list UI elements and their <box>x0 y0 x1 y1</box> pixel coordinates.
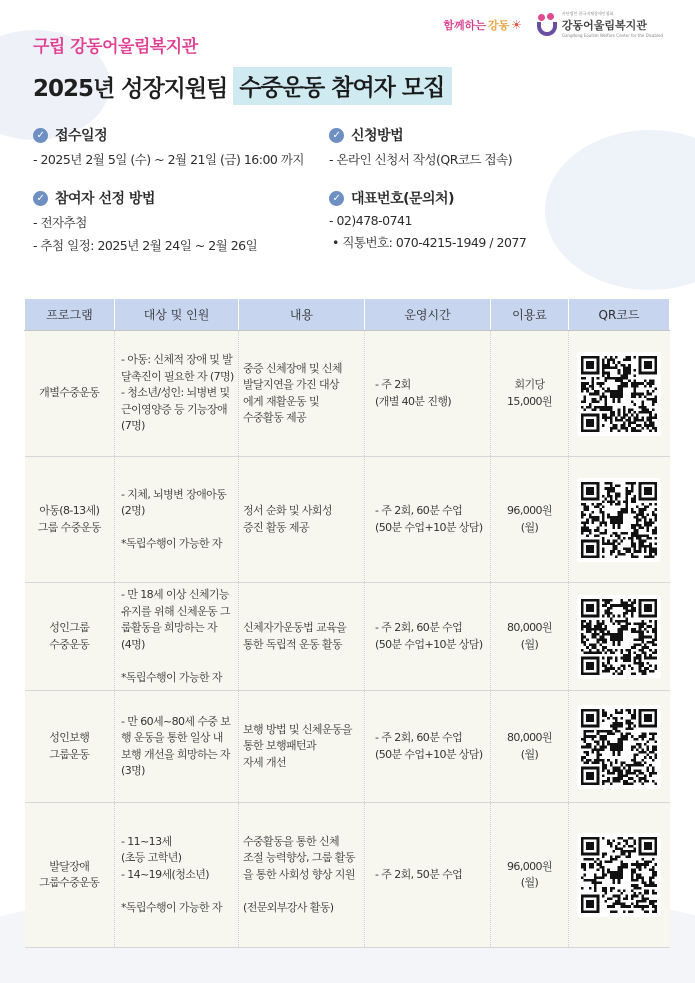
qr-code-icon[interactable] <box>577 595 661 679</box>
column-header: 대상 및 인원 <box>115 299 239 331</box>
check-icon: ✓ <box>329 191 344 206</box>
fee-cell <box>491 331 569 457</box>
program-cell <box>25 331 115 457</box>
selection-heading: 참여자 선정 방법 <box>55 191 155 207</box>
column-header: 이용료 <box>491 299 569 331</box>
program-cell <box>25 583 115 691</box>
table-row <box>25 803 670 948</box>
target-cell-text: - 만 60세~80세 수중 보 행 운동을 통한 일상 내 보행 개선을 희망하는 자 (3명) <box>121 714 231 777</box>
program-cell-text: 성인보행 그룹운동 <box>49 731 90 761</box>
logos <box>443 12 663 38</box>
program-table <box>24 298 670 948</box>
qr-code-icon[interactable] <box>577 352 661 436</box>
check-icon: ✓ <box>33 128 48 143</box>
program-cell-text: 성인그룹 수중운동 <box>49 621 90 651</box>
selection-line: - 추첨 일정: 2025년 2월 24일 ~ 2월 26일 <box>33 238 258 253</box>
center-logo <box>536 12 663 38</box>
content-cell-text: 중증 신체장애 및 신체 발달지연을 가진 대상 에게 재활운동 및 수중활동 제공 <box>243 361 342 424</box>
logo-name: 강동어울림복지관 <box>561 18 647 32</box>
contact-line: - 02)478-0741 <box>329 213 412 228</box>
program-cell-text: 아동(8-13세) 그룹 수중운동 <box>37 504 101 534</box>
schedule-line: - 2025년 2월 5일 (수) ~ 2월 21일 (금) 16:00 까지 <box>33 152 304 167</box>
column-header: QR코드 <box>569 299 670 331</box>
content-cell <box>239 457 365 583</box>
title-highlight: 수중운동 참여자 모집 <box>233 67 452 105</box>
target-cell-text: - 지체, 뇌병변 장애아동 (2명) *독립수행이 가능한 자 <box>121 487 227 550</box>
table-row <box>25 331 670 457</box>
qr-cell <box>569 803 670 948</box>
content-cell <box>239 803 365 948</box>
apply-block <box>329 125 512 168</box>
logo-subtitle: 사단법인 한국지체장애인협회 <box>561 11 614 16</box>
qr-code-icon[interactable] <box>577 478 661 562</box>
time-cell <box>365 583 491 691</box>
target-cell <box>115 331 239 457</box>
page-title <box>33 67 675 105</box>
program-cell <box>25 691 115 803</box>
target-cell-text: - 만 18세 이상 신체기능 유지를 위해 신체운동 그 룹활동을 희망하는 자 (4명) *독립수행이 가능한 자 <box>121 588 230 684</box>
qr-code-icon[interactable] <box>577 833 661 917</box>
schedule-block <box>33 125 304 168</box>
time-cell-text: - 주 2회, 50분 수업 <box>375 867 463 881</box>
fee-cell-text: 96,000원 (월) <box>507 504 552 534</box>
target-cell-text: - 11~13세 (초등 고학년) - 14~19세(청소년) *독립수행이 가능한 자 <box>121 834 222 914</box>
time-cell <box>365 457 491 583</box>
qr-cell <box>569 691 670 803</box>
program-cell-text: 발달장애 그룹수중운동 <box>39 859 100 889</box>
time-cell <box>365 803 491 948</box>
table-header-row <box>25 299 670 331</box>
fee-cell-text: 80,000원 (월) <box>507 621 552 651</box>
qr-cell <box>569 583 670 691</box>
fee-cell <box>491 691 569 803</box>
qr-cell <box>569 457 670 583</box>
gangdong-logo <box>443 17 522 33</box>
check-icon: ✓ <box>329 128 344 143</box>
qr-cell <box>569 331 670 457</box>
apply-line: - 온라인 신청서 작성(QR코드 접속) <box>329 152 513 167</box>
sun-icon: ☀ <box>511 17 522 32</box>
logo-text: 함께하는 <box>443 18 486 32</box>
org-title: 구립 강동어울림복지관 <box>33 37 198 57</box>
content-cell-text: 수중활동을 통한 신체 조절 능력향상, 그룹 활동 을 통한 사회성 향상 지원 (전문외부강사 활동) <box>243 834 355 914</box>
selection-line: - 전자추첨 <box>33 215 87 230</box>
check-icon: ✓ <box>33 191 48 206</box>
target-cell <box>115 691 239 803</box>
target-cell <box>115 803 239 948</box>
logo-text: 강동 <box>487 18 510 32</box>
fee-cell-text: 80,000원 (월) <box>507 731 552 761</box>
selection-block <box>33 188 257 254</box>
content-cell <box>239 331 365 457</box>
fee-cell-text: 회기당 15,000원 <box>507 378 552 408</box>
header <box>33 11 675 105</box>
fee-cell <box>491 457 569 583</box>
content-cell <box>239 583 365 691</box>
table-row <box>25 457 670 583</box>
column-header: 프로그램 <box>25 299 115 331</box>
fee-cell-text: 96,000원 (월) <box>507 859 552 889</box>
program-cell <box>25 457 115 583</box>
time-cell <box>365 331 491 457</box>
contact-block <box>329 188 526 251</box>
fee-cell <box>491 803 569 948</box>
content-cell-text: 정서 순화 및 사회성 증진 활동 제공 <box>243 504 332 534</box>
program-cell <box>25 803 115 948</box>
program-cell-text: 개별수중운동 <box>39 386 100 400</box>
apply-heading: 신청방법 <box>351 128 404 144</box>
time-cell-text: - 주 2회, 60분 수업 (50분 수업+10분 상담) <box>375 621 483 651</box>
table-row <box>25 691 670 803</box>
schedule-heading: 접수일정 <box>55 128 108 144</box>
qr-code-icon[interactable] <box>577 705 661 789</box>
contact-heading: 대표번호(문의처) <box>351 191 454 207</box>
logo-english: Gangdong Eoullim Welfare Center for the Disabled <box>561 32 663 38</box>
center-logo-icon <box>536 13 558 37</box>
column-header: 운영시간 <box>365 299 491 331</box>
target-cell <box>115 457 239 583</box>
time-cell-text: - 주 2회, 60분 수업 (50분 수업+10분 상담) <box>375 504 483 534</box>
table-row <box>25 583 670 691</box>
target-cell-text: - 아동: 신체적 장애 및 발 달촉진이 필요한 자 (7명) - 청소년/성인: 뇌병변 및 근이영양증 등 기능장애 (7명) <box>121 353 234 433</box>
title-main: 2025년 성장지원팀 <box>33 75 228 102</box>
background-shape <box>545 130 695 290</box>
target-cell <box>115 583 239 691</box>
column-header: 내용 <box>239 299 365 331</box>
fee-cell <box>491 583 569 691</box>
content-cell-text: 보행 방법 및 신체운동을 통한 보행패턴과 자세 개선 <box>243 722 352 769</box>
time-cell <box>365 691 491 803</box>
time-cell-text: - 주 2회 (개별 40분 진행) <box>375 378 452 408</box>
content-cell <box>239 691 365 803</box>
time-cell-text: - 주 2회, 60분 수업 (50분 수업+10분 상담) <box>375 731 483 761</box>
contact-line: • 직통번호: 070-4215-1949 / 2077 <box>332 235 527 250</box>
content-cell-text: 신체자가운동법 교육을 통한 독립적 운동 활동 <box>243 621 347 651</box>
